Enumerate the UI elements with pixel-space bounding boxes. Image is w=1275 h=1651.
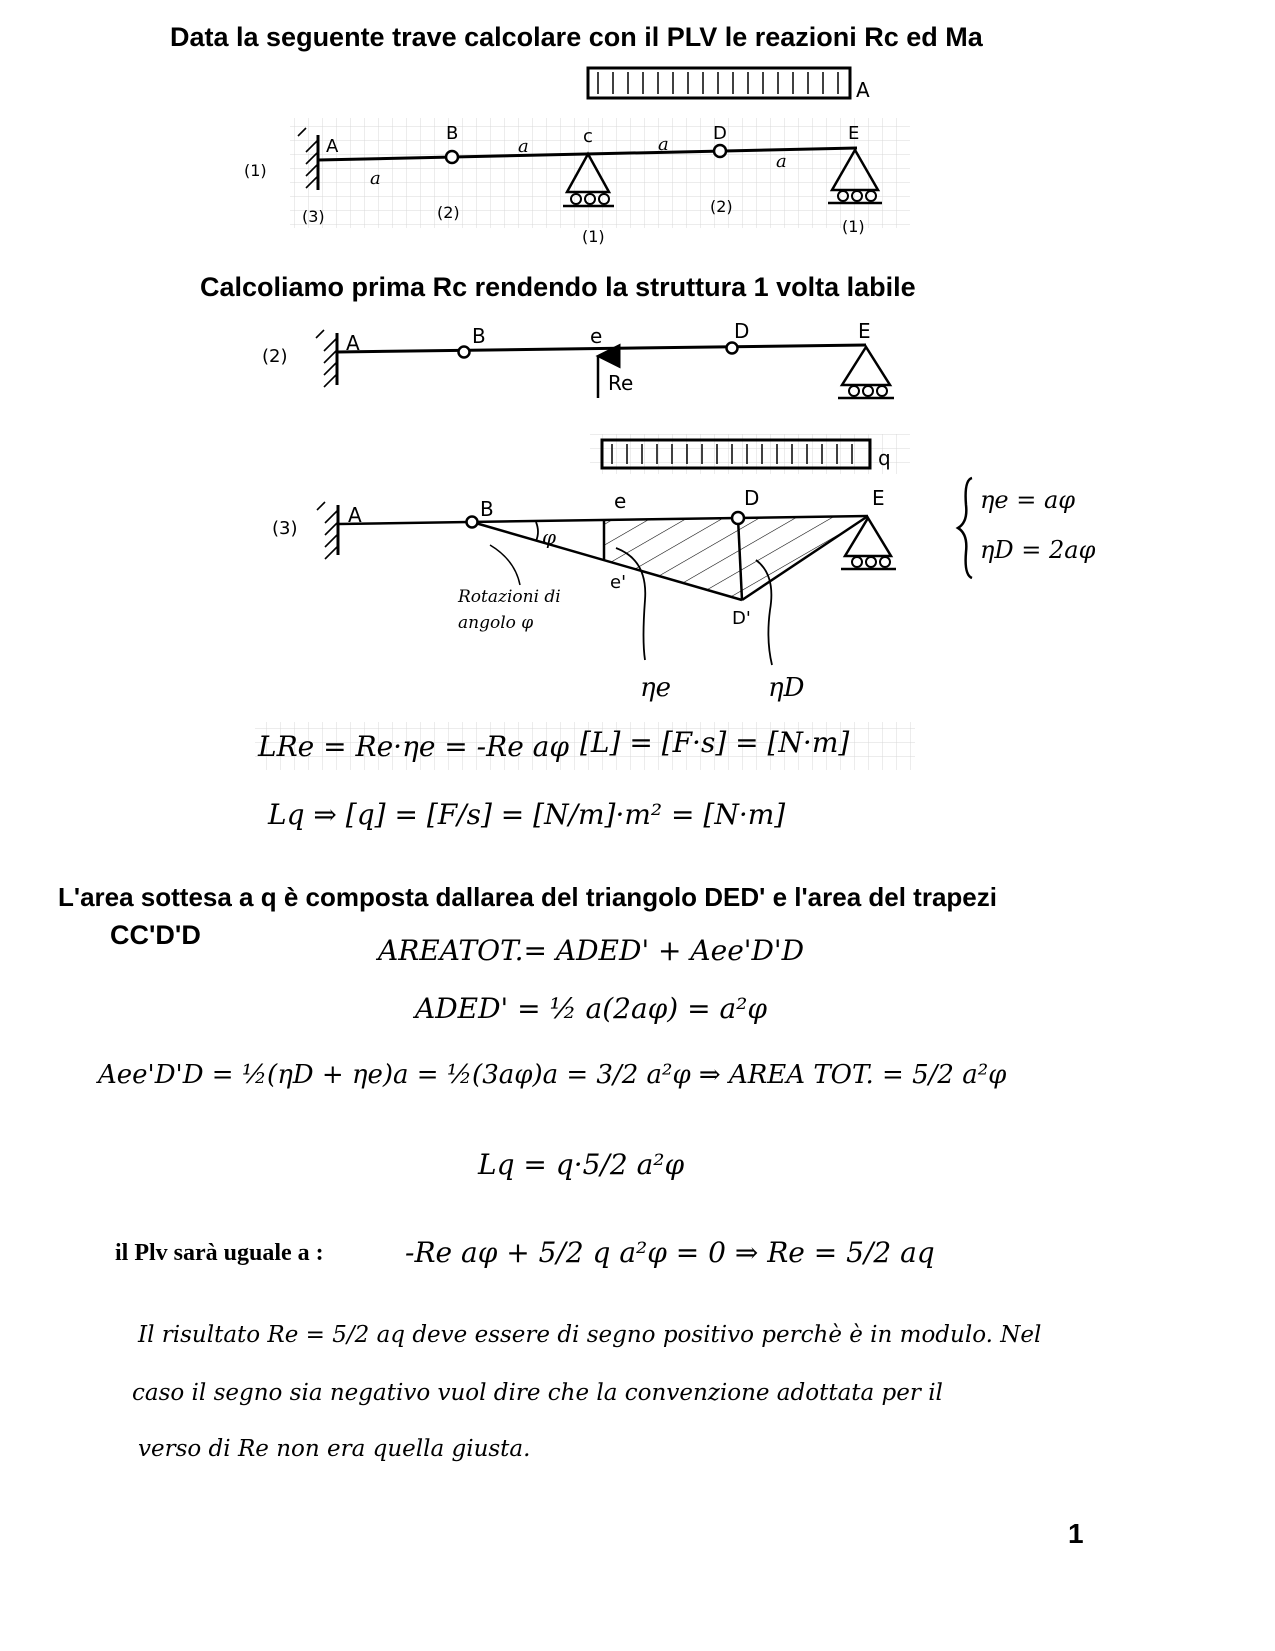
- reaction-label: Re: [608, 371, 634, 395]
- section-heading-2: L'area sottesa a q è composta dallarea del triangolo DED' e l'area del trapezi: [58, 882, 997, 912]
- angle-label: φ: [542, 525, 557, 549]
- equation-l-re: LRe = Re·ηe = -Re aφ: [258, 730, 569, 763]
- eta-c-label: ηe: [640, 673, 671, 703]
- constraint-mark-b: (2): [437, 203, 460, 222]
- hatched-area: [604, 516, 868, 600]
- section-heading-1: Calcoliamo prima Rc rendendo la struttura 1 volta labile: [200, 272, 916, 302]
- constraint-mark-e: (1): [842, 217, 865, 236]
- label-b-2: B: [472, 324, 486, 348]
- span-3: a: [658, 134, 669, 155]
- rotation-note-1: Rotazioni di: [458, 587, 561, 607]
- rotation-note-2: angolo φ: [458, 613, 534, 633]
- label-e-3: E: [872, 486, 885, 510]
- label-d-2: D: [734, 319, 750, 343]
- label-a-2: A: [346, 331, 360, 355]
- diagram-2: [262, 319, 894, 398]
- note-line-1: Il risultato Re = 5/2 aq deve essere di segno positivo perchè è in modulo. Nel: [138, 1322, 1042, 1348]
- equation-lq-final: Lq = q·5/2 a²φ: [478, 1148, 685, 1181]
- constraint-mark-a: (3): [302, 207, 325, 226]
- span-4: a: [776, 151, 787, 172]
- equation-l-q: Lq ⇒ [q] = [F/s] = [N/m]·m² = [N·m]: [268, 798, 786, 831]
- hinge-d: [714, 145, 726, 157]
- equation-l-re-units: [L] = [F·s] = [N·m]: [580, 726, 850, 759]
- eta-d-label: ηD: [768, 673, 805, 703]
- label-b: B: [446, 123, 459, 144]
- distributed-load-1: [588, 68, 850, 98]
- brace-eta-c: ηe = aφ: [980, 486, 1076, 514]
- note-line-3: verso di Re non era quella giusta.: [138, 1436, 531, 1462]
- label-e-2: E: [858, 319, 871, 343]
- diagram-3-tag: (3): [272, 518, 298, 539]
- equation-area-tot: AREATOT.= ADED' + Aee'D'D: [378, 934, 805, 967]
- note-line-2: caso il segno sia negativo vuol dire che la convenzione adottata per il: [132, 1380, 943, 1406]
- diagram-1: [244, 68, 910, 246]
- span-1: a: [370, 168, 381, 189]
- constraint-mark-d: (2): [710, 197, 733, 216]
- brace-eta-d: ηD = 2aφ: [980, 536, 1096, 564]
- span-2: a: [518, 136, 529, 157]
- label-c-3: e: [614, 489, 627, 513]
- label-d-3: D: [744, 486, 760, 510]
- diagram-2-tag: (2): [262, 346, 288, 367]
- equation-a-trap: Aee'D'D = ½(ηD + ηe)a = ½(3aφ)a = 3/2 a²φ ⇒ AREA TOT. = 5/2 a²φ: [98, 1060, 1007, 1090]
- section-heading-2b: CC'D'D: [110, 920, 201, 950]
- label-c-2: e: [590, 324, 603, 348]
- page-number: 1: [1068, 1518, 1084, 1549]
- diagram-1-tag: (1): [244, 161, 267, 180]
- equation-a-ded: ADED' = ½ a(2aφ) = a²φ: [415, 992, 767, 1025]
- label-load-3: q: [878, 446, 891, 470]
- label-load: A: [856, 78, 870, 102]
- label-c: c: [583, 126, 593, 147]
- grid-background: [290, 118, 910, 228]
- label-d: D: [713, 123, 727, 144]
- plv-label: il Plv sarà uguale a :: [115, 1240, 324, 1266]
- label-a: A: [326, 136, 339, 157]
- roller-support-e2: [838, 347, 894, 398]
- hinge-b: [446, 151, 458, 163]
- label-d1: D': [732, 608, 751, 629]
- equation-plv: -Re aφ + 5/2 q a²φ = 0 ⇒ Re = 5/2 aq: [405, 1236, 935, 1269]
- diagram-3: [272, 434, 1096, 703]
- label-e: E: [848, 123, 860, 144]
- constraint-mark-c: (1): [582, 227, 605, 246]
- label-a-3: A: [348, 503, 362, 527]
- label-c1: e': [610, 572, 627, 593]
- page-title: Data la seguente trave calcolare con il PLV le reazioni Rc ed Ma: [170, 22, 983, 52]
- label-b-3: B: [480, 497, 494, 521]
